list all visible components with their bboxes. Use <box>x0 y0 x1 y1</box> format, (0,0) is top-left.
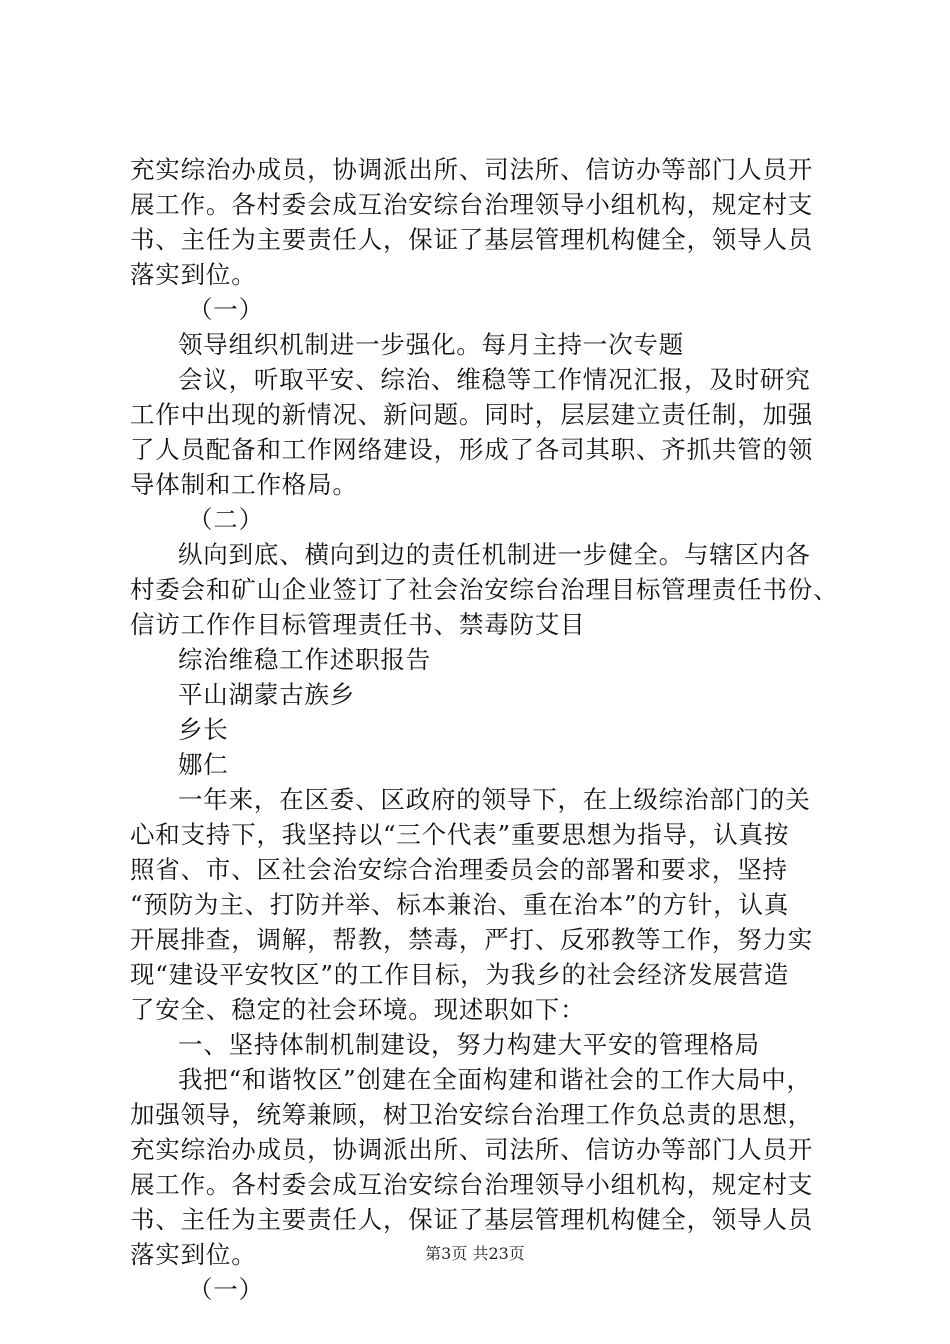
text-line: （一） <box>188 295 264 324</box>
text-line: 一年来，在区委、区政府的领导下，在上级综治部门的关 <box>178 785 811 814</box>
text-line: “预防为主、打防并举、标本兼治、重在治本”的方针，认真 <box>130 890 790 919</box>
text-line: 照省、市、区社会治安综合治理委员会的部署和要求，坚持 <box>130 855 788 884</box>
text-line: 娜仁 <box>178 750 229 779</box>
text-line: 落实到位。 <box>130 260 257 289</box>
text-line: （一） <box>188 1275 264 1304</box>
text-line: 展工作。各村委会成互治安综台治理领导小组机构，规定村支 <box>130 1170 814 1199</box>
text-line: 书、主任为主要责任人，保证了基层管理机构健全，领导人员 <box>130 1205 814 1234</box>
text-line: 综治维稳工作述职报告 <box>178 645 431 674</box>
text-line: 开展排查，调解，帮教，禁毒，严打、反邪教等工作，努力实 <box>130 925 814 954</box>
text-line: 村委会和矿山企业签订了社会治安综台治理目标管理责任书份、 <box>130 575 839 604</box>
text-line: 乡长 <box>178 715 229 744</box>
text-line: 平山湖蒙古族乡 <box>178 680 356 709</box>
text-line: （二） <box>188 505 264 534</box>
text-line: 一、坚持体制机制建设，努力构建大平安的管理格局 <box>178 1030 760 1059</box>
document-body <box>130 152 839 1307</box>
text-line: 加强领导，统筹兼顾，树卫治安综台治理工作负总责的思想， <box>130 1100 814 1129</box>
text-line: 充实综治办成员，协调派出所、司法所、信访办等部门人员开 <box>130 155 814 184</box>
text-line: 书、主任为主要责任人，保证了基层管理机构健全，领导人员 <box>130 225 814 254</box>
text-line: 领导组织机制进一步强化。每月主持一次专题 <box>178 330 684 359</box>
text-line: 展工作。各村委会成互治安综台治理领导小组机构，规定村支 <box>130 190 814 219</box>
text-line: 工作中出现的新情况、新问题。同时，层层建立责任制，加强 <box>130 400 814 429</box>
text-line: 会议，听取平安、综治、维稳等工作情况汇报，及时研究 <box>178 365 811 394</box>
text-line: 了安全、稳定的社会环境。现述职如下： <box>130 995 586 1024</box>
page-footer: 第3页 共23页 <box>425 1244 525 1263</box>
text-line: 心和支持下，我坚持以“三个代表”重要思想为指导，认真按 <box>130 820 790 849</box>
text-line: 纵向到底、横向到边的责任机制进一步健全。与辖区内各 <box>178 540 811 569</box>
text-line: 充实综治办成员，协调派出所、司法所、信访办等部门人员开 <box>130 1135 814 1164</box>
text-line: 落实到位。 <box>130 1240 257 1269</box>
text-line: 了人员配备和工作网络建设，形成了各司其职、齐抓共管的领 <box>130 435 814 464</box>
text-line: 现“建设平安牧区”的工作目标，为我乡的社会经济发展营造 <box>130 960 790 989</box>
text-line: 我把“和谐牧区”创建在全面构建和谐社会的工作大局中， <box>178 1065 812 1094</box>
text-line: 信访工作作目标管理责任书、禁毒防艾目 <box>130 610 586 639</box>
text-line: 导体制和工作格局。 <box>130 470 358 499</box>
